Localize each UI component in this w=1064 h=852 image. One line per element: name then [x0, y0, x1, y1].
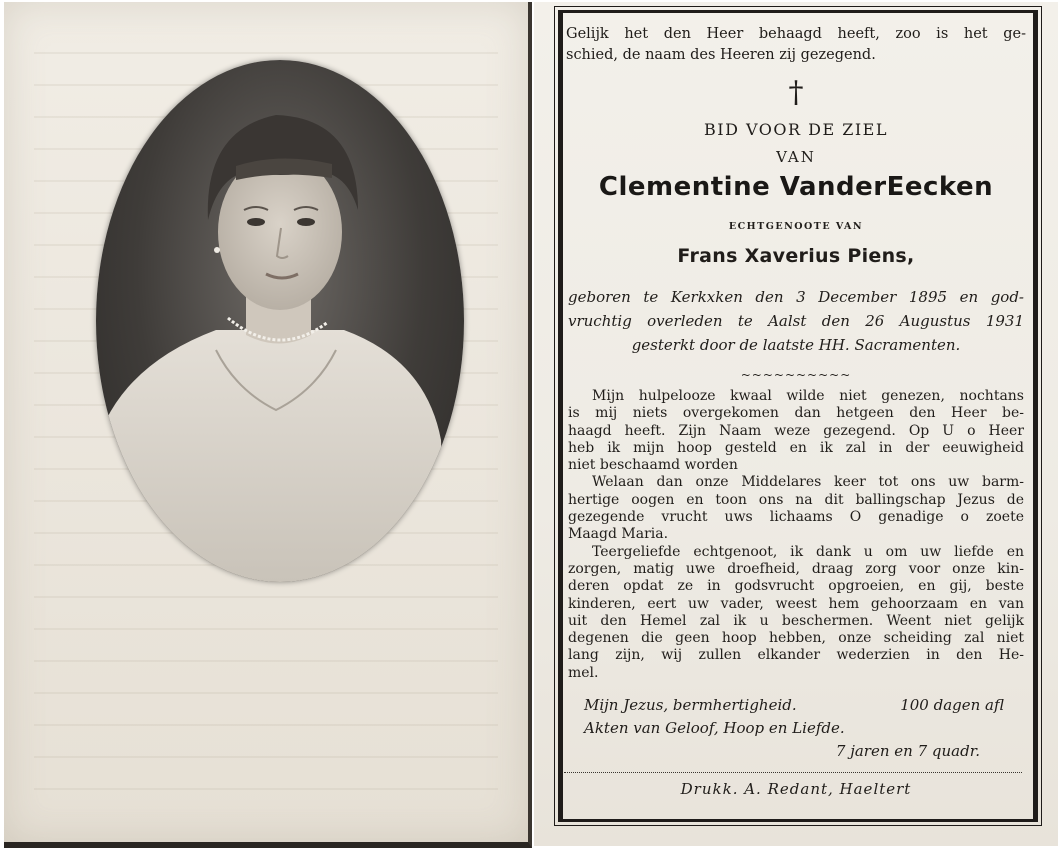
- photo-card: [4, 2, 532, 848]
- printer-credit: Drukk. A. Redant, Haeltert: [680, 780, 912, 798]
- indulgence-row: [584, 694, 1004, 717]
- spouse-name: Frans Xaverius Piens,: [677, 245, 915, 267]
- prayer-line: heb ik mijn hoop gesteld en ik zal in der eeuwigheid: [568, 439, 1024, 456]
- dotted-divider: [564, 772, 1022, 773]
- epigraph: [566, 24, 1026, 66]
- epigraph-line: Gelijk het den Heer behaagd heeft, zoo is het ge-: [566, 26, 1026, 42]
- portrait-figure: [96, 60, 464, 582]
- prayer-line: hertige oogen en toon ons na dit ballingschap Jezus de: [568, 491, 1024, 508]
- prayer-line: uit den Hemel zal ik u beschermen. Weent niet gelijk: [568, 612, 1024, 629]
- prayer-line: gezegende vrucht uws lichaams O genadige o zoete: [568, 509, 1024, 526]
- spouse-label: ECHTGENOOTE VAN: [728, 221, 864, 232]
- cross-icon: †: [788, 75, 804, 110]
- indulgence-value: 7 jaren en 7 quadr.: [835, 742, 980, 760]
- indulgence-text: Akten van Geloof, Hoop en Liefde.: [584, 719, 845, 737]
- prayer-line: haagd heeft. Zijn Naam weze gezegend. Op U o Heer: [568, 422, 1024, 439]
- indulgence-value: 100 dagen afl: [900, 696, 1004, 714]
- prayer-line: Mijn hulpelooze kwaal wilde niet genezen, nochtans: [592, 388, 1024, 404]
- prayer-line: zorgen, matig uwe droefheid, draag zorg voor onze kin-: [568, 560, 1024, 577]
- prayer-line: mel.: [568, 664, 599, 681]
- life-line: geboren te Kerkxken den 3 December 1895 en god-: [568, 288, 1024, 306]
- prayer-line: deren opdat ze in godsvrucht opgroeien, en gij, beste: [568, 578, 1024, 595]
- prayer-line: kinderen, eert uw vader, weest hem gehoorzaam en van: [568, 595, 1024, 612]
- portrait-photo: [96, 60, 464, 582]
- indulgences: [584, 694, 1004, 763]
- life-line: vruchtig overleden te Aalst den 26 Augustus 1931: [568, 312, 1024, 330]
- prayer-heading: BID VOOR DE ZIEL: [704, 120, 888, 139]
- prayer-line: niet beschaamd worden: [568, 457, 738, 474]
- deceased-name: Clementine VanderEecken: [598, 172, 994, 202]
- prayer-line: is mij niets overgekomen dan hetgeen den Heer be-: [568, 405, 1024, 422]
- prayer-line: Welaan dan onze Middelares keer tot ons uw barm-: [592, 474, 1024, 491]
- prayer-line: degenen die geen hoop hebben, onze scheiding zal niet: [568, 630, 1024, 647]
- ornament-divider: ~~~~~~~~~~: [740, 368, 852, 382]
- memorial-card: [534, 2, 1058, 846]
- epigraph-line: schied, de naam des Heeren zij gezegend.: [566, 47, 876, 63]
- indulgence-text: Mijn Jezus, bermhertigheid.: [584, 696, 797, 714]
- life-line: gesterkt door de laatste HH. Sacramenten.: [631, 336, 961, 354]
- prayer-line: Maagd Maria.: [568, 526, 669, 543]
- prayer-line: Teergeliefde echtgenoot, ik dank u om uw liefde en: [592, 543, 1024, 560]
- van-label: VAN: [776, 148, 816, 166]
- prayer-text: [568, 388, 1024, 682]
- prayer-line: lang zijn, wij zullen elkander wederzien in den He-: [568, 647, 1024, 664]
- life-dates: [568, 285, 1024, 357]
